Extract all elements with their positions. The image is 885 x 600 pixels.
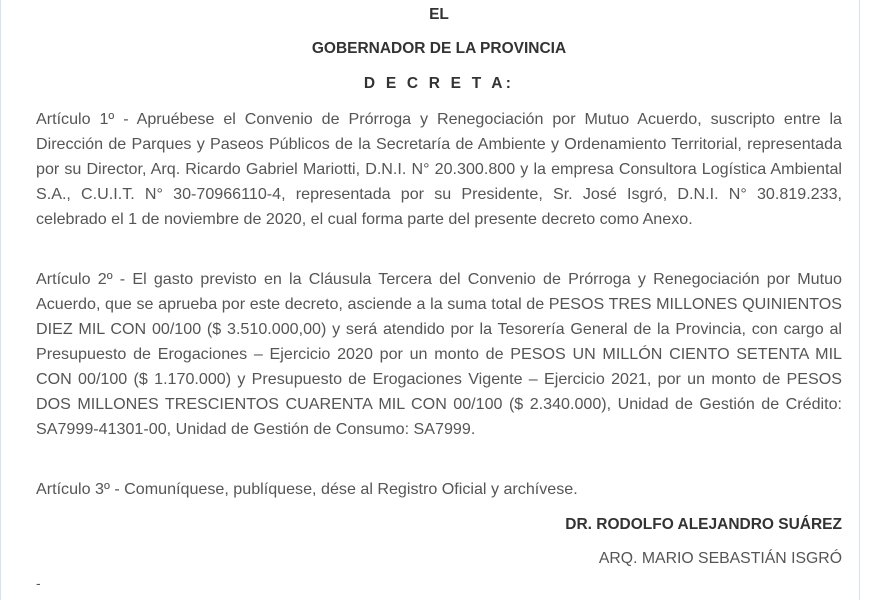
article-3: Artículo 3º - Comuníquese, publíquese, dése al Registro Oficial y archívese. [36, 480, 578, 498]
trailing-dash: - [36, 575, 41, 591]
article-2: Artículo 2º - El gasto previsto en la Cláusula Tercera del Convenio de Prórroga y Renegociación por Mutuo Acuerdo, que se aprueba por este decreto, asciende a la suma total de PESOS TRES MILLONES QUINIENTOS DIEZ MIL CON 00/100 ($ 3.510.000,00) y será atendido por la Tesorería General de la Provincia, con cargo al Presupuesto de Erogaciones – Ejercicio 2020 por un monto de PESOS UN MILLÓN CIENTO SETENTA MIL CON 00/100 ($ 1.170.000) y Presupuesto de Erogaciones Vigente – Ejercicio 2021, por un monto de PESOS DOS MILLONES TRESCIENTOS CUARENTA MIL CON 00/100 ($ 2.340.000), Unidad de Gestión de Crédito: SA7999-41301-00, Unidad de Gestión de Consumo: SA7999. [36, 270, 842, 438]
signatory-governor: DR. RODOLFO ALEJANDRO SUÁREZ [565, 516, 842, 533]
heading-decreta: D E C R E T A: [363, 75, 515, 92]
heading-governor: GOBERNADOR DE LA PROVINCIA [311, 40, 567, 57]
signatory-minister: ARQ. MARIO SEBASTIÁN ISGRÓ [598, 550, 842, 567]
heading-el: EL [429, 6, 449, 23]
article-1: Artículo 1º - Apruébese el Convenio de Prórroga y Renegociación por Mutuo Acuerdo, suscripto entre la Dirección de Parques y Paseos Públicos de la Secretaría de Ambiente y Ordenamiento Territorial, representada por su Director, Arq. Ricardo Gabriel Mariotti, D.N.I. N° 20.300.800 y la empresa Consultora Logística Ambiental S.A., C.U.I.T. N° 30-70966110-4, representada por su Presidente, Sr. José Isgró, D.N.I. N° 30.819.233, celebrado el 1 de noviembre de 2020, el cual forma parte del presente decreto como Anexo. [36, 110, 842, 228]
